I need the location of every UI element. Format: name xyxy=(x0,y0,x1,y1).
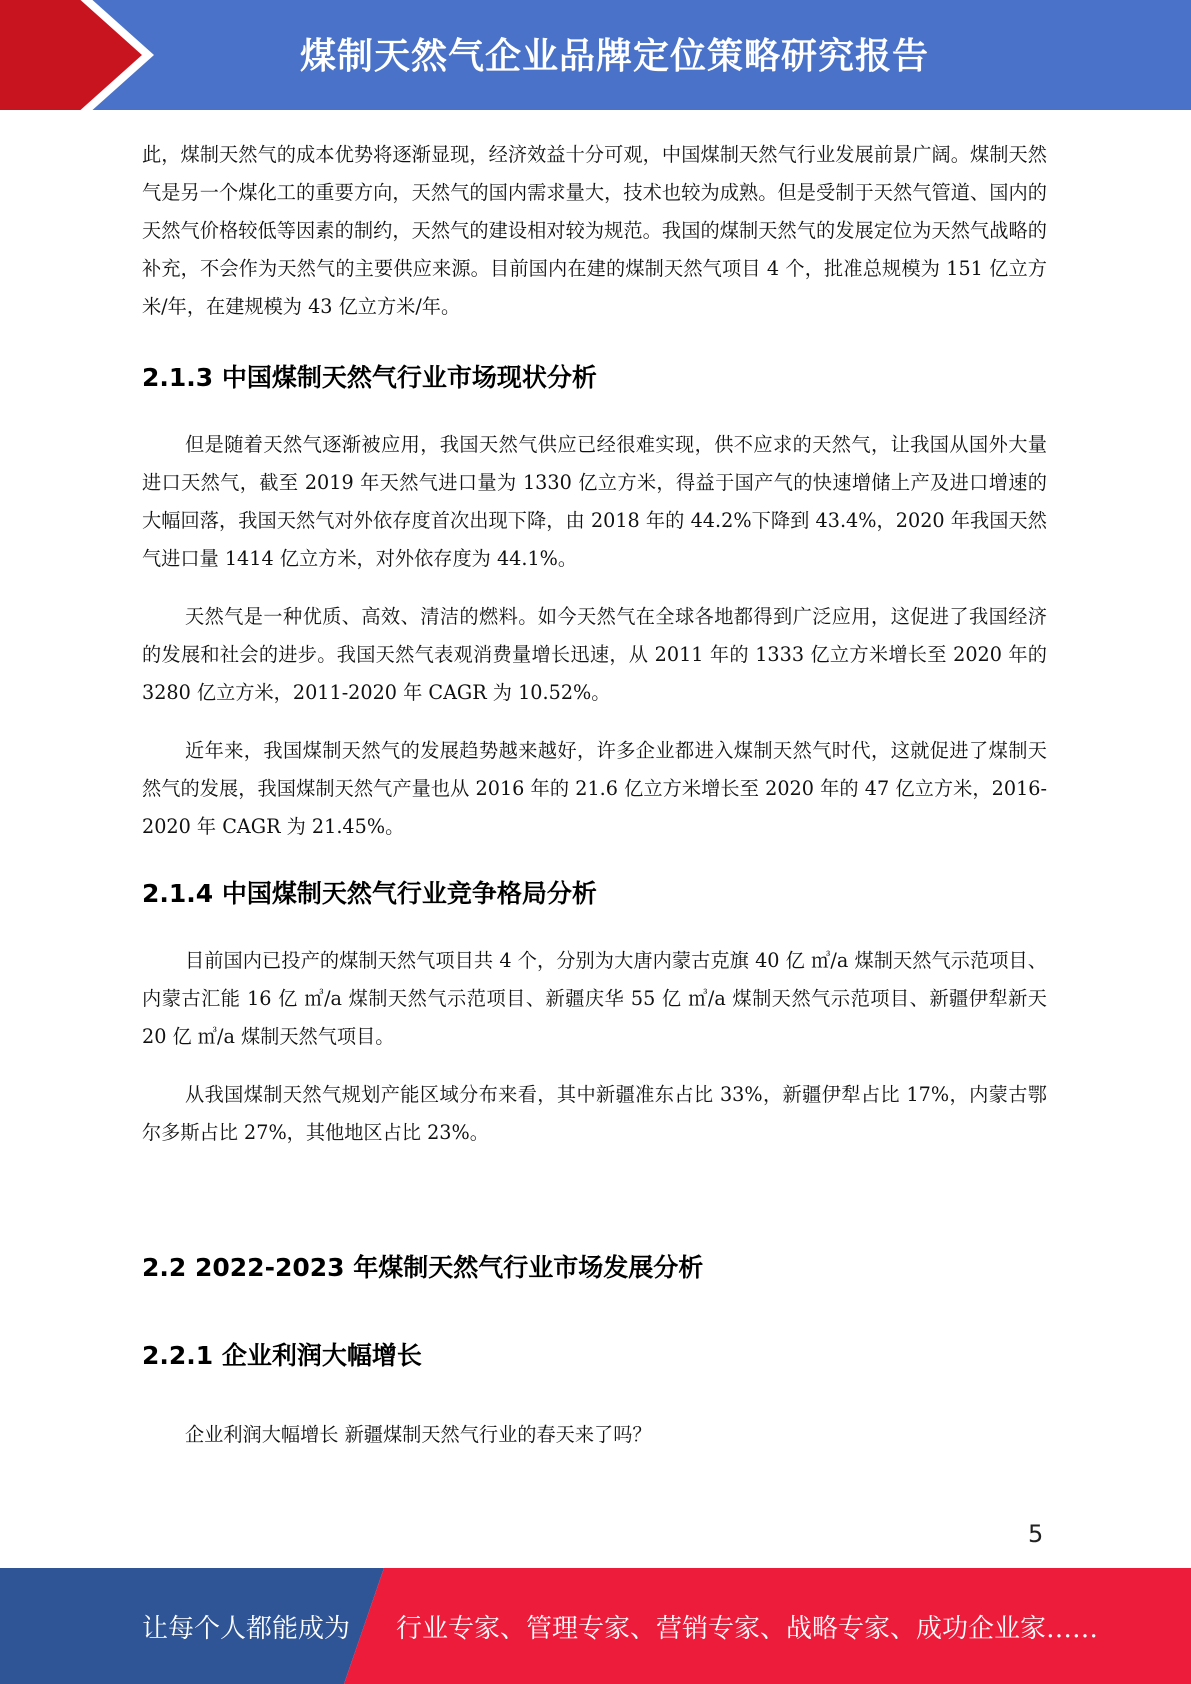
section-heading-2-2-1: 2.2.1 企业利润大幅增长 xyxy=(142,1341,422,1370)
section-heading-2-1-3: 2.1.3 中国煤制天然气行业市场现状分析 xyxy=(142,363,597,392)
footer-slogan-right: 行业专家、管理专家、营销专家、战略专家、成功企业家…… xyxy=(396,1614,1099,1644)
page-number: 5 xyxy=(1028,1520,1044,1548)
paragraph: 从我国煤制天然气规划产能区域分布来看，其中新疆准东占比 33%，新疆伊犁占比 17%，内蒙古鄂尔多斯占比 27%，其他地区占比 23%。 xyxy=(142,1083,1047,1144)
page-footer xyxy=(0,1568,1191,1684)
paragraph: 企业利润大幅增长 新疆煤制天然气行业的春天来了吗？ xyxy=(185,1423,652,1446)
header-title: 煤制天然气企业品牌定位策略研究报告 xyxy=(300,36,930,77)
paragraph: 此，煤制天然气的成本优势将逐渐显现，经济效益十分可观，中国煤制天然气行业发展前景广阔。煤制天然气是另一个煤化工的重要方向，天然气的国内需求量大，技术也较为成熟。但是受制于天然气管道、国内的天然气价格较低等因素的制约，天然气的建设相对较为规范。我国的煤制天然气的发展定位为天然气战略的补充，不会作为天然气的主要供应来源。目前国内在建的煤制天然气项目 4 个，批准总规模为 151 亿立方米/年，在建规模为 43 亿立方米/年。 xyxy=(142,143,1047,318)
document-body xyxy=(142,136,1047,1454)
paragraph: 但是随着天然气逐渐被应用，我国天然气供应已经很难实现，供不应求的天然气，让我国从国外大量进口天然气，截至 2019 年天然气进口量为 1330 亿立方米，得益于国产气的快速增储上产及进口增速的大幅回落，我国天然气对外依存度首次出现下降，由 2018 年的 44.2%下降到 43.4%，2020 年我国天然气进口量 1414 亿立方米，对外依存度为 44.1%。 xyxy=(142,433,1047,570)
paragraph: 目前国内已投产的煤制天然气项目共 4 个，分别为大唐内蒙古克旗 40 亿 ㎥/a 煤制天然气示范项目、内蒙古汇能 16 亿 ㎥/a 煤制天然气示范项目、新疆庆华 55 亿 ㎥/a 煤制天然气示范项目、新疆伊犁新天 20 亿 ㎥/a 煤制天然气项目。 xyxy=(142,949,1047,1048)
section-heading-2-1-4: 2.1.4 中国煤制天然气行业竞争格局分析 xyxy=(142,879,597,908)
paragraph: 近年来，我国煤制天然气的发展趋势越来越好，许多企业都进入煤制天然气时代，这就促进了煤制天然气的发展，我国煤制天然气产量也从 2016 年的 21.6 亿立方米增长至 2020 年的 47 亿立方米，2016-2020 年 CAGR 为 21.45%。 xyxy=(142,739,1047,838)
page-header xyxy=(0,0,1191,110)
footer-slogan-left: 让每个人都能成为 xyxy=(142,1614,351,1644)
paragraph: 天然气是一种优质、高效、清洁的燃料。如今天然气在全球各地都得到广泛应用，这促进了我国经济的发展和社会的进步。我国天然气表观消费量增长迅速，从 2011 年的 1333 亿立方米增长至 2020 年的 3280 亿立方米，2011-2020 年 CAGR 为 10.52%。 xyxy=(142,605,1047,704)
section-heading-2-2: 2.2 2022-2023 年煤制天然气行业市场发展分析 xyxy=(142,1253,704,1282)
